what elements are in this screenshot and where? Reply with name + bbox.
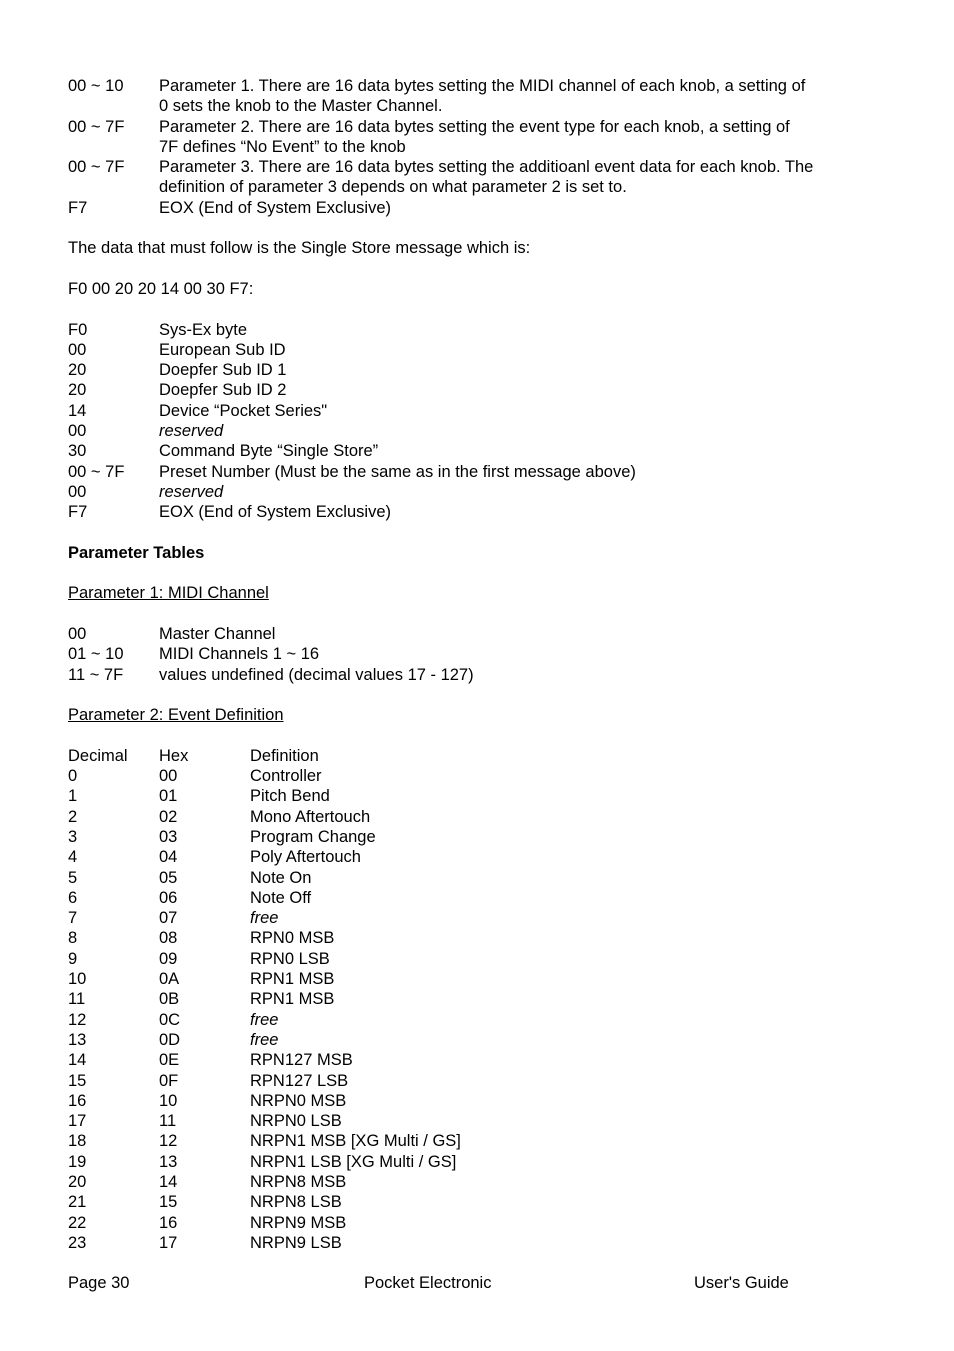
store-message-bytes: F0 00 20 20 14 00 30 F7: (68, 279, 254, 298)
definition-cell: RPN1 MSB (250, 990, 335, 1009)
value-range: 11 ~ 7F (68, 665, 124, 684)
byte-code: 20 (68, 361, 87, 380)
hex-cell: 10 (159, 1091, 178, 1110)
decimal-cell: 10 (68, 970, 87, 989)
byte-description: Device “Pocket Series" (159, 401, 328, 420)
decimal-cell: 19 (68, 1152, 87, 1171)
definition-cell: Note On (250, 868, 312, 887)
column-header-definition: Definition (250, 746, 319, 765)
list-item (68, 502, 888, 522)
byte-code: F7 (68, 503, 88, 522)
list-item (68, 117, 888, 137)
byte-description: Sys-Ex byte (159, 320, 248, 339)
hex-cell: 04 (159, 848, 178, 867)
hex-cell: 12 (159, 1132, 178, 1151)
definition-cell: Program Change (250, 827, 376, 846)
hex-cell: 0E (159, 1051, 180, 1070)
decimal-cell: 9 (68, 949, 78, 968)
hex-cell: 05 (159, 868, 178, 887)
table-row (68, 1071, 888, 1091)
list-item (68, 320, 888, 340)
column-header-decimal: Decimal (68, 746, 128, 765)
byte-description: Parameter 1. There are 16 data bytes setting the MIDI channel of each knob, a setting of (159, 77, 806, 95)
byte-description: Command Byte “Single Store” (159, 442, 379, 461)
decimal-cell: 21 (68, 1193, 87, 1212)
decimal-cell: 6 (68, 888, 78, 907)
definition-cell: RPN0 MSB (250, 929, 335, 948)
list-item (68, 421, 888, 441)
hex-cell: 0C (159, 1010, 181, 1029)
byte-code: 20 (68, 381, 87, 400)
decimal-cell: 12 (68, 1010, 87, 1029)
definition-cell: RPN127 LSB (250, 1071, 349, 1090)
hex-cell: 17 (159, 1233, 178, 1252)
value-meaning: Master Channel (159, 625, 276, 644)
definition-cell: RPN1 MSB (250, 970, 335, 989)
list-item (68, 360, 888, 380)
list-item (68, 76, 888, 96)
single-store-byte-list (68, 320, 888, 523)
definition-cell: free (250, 1010, 279, 1029)
definition-cell: NRPN1 LSB [XG Multi / GS] (250, 1152, 457, 1171)
table-row (68, 1172, 888, 1192)
table-row (68, 1131, 888, 1151)
value-range: 00 (68, 625, 87, 644)
byte-code: F0 (68, 320, 88, 339)
hex-cell: 09 (159, 949, 178, 968)
definition-cell: Poly Aftertouch (250, 848, 361, 867)
spacer (68, 177, 159, 197)
hex-cell: 0D (159, 1030, 181, 1049)
parameter-2-heading: Parameter 2: Event Definition (68, 706, 284, 725)
definition-cell: NRPN9 LSB (250, 1233, 342, 1252)
byte-code: 00 ~ 7F (68, 117, 125, 136)
byte-description: Doepfer Sub ID 1 (159, 361, 287, 380)
byte-code: 00 ~ 7F (68, 158, 125, 177)
table-row (68, 1010, 888, 1030)
value-meaning: values undefined (decimal values 17 - 127) (159, 665, 474, 684)
definition-cell: RPN127 MSB (250, 1051, 353, 1070)
hex-cell: 0F (159, 1071, 179, 1090)
decimal-cell: 22 (68, 1213, 87, 1232)
list-item (68, 198, 888, 218)
hex-cell: 15 (159, 1193, 178, 1212)
definition-cell: Pitch Bend (250, 787, 330, 806)
byte-description: reserved (159, 422, 224, 441)
footer-product-name: Pocket Electronic (364, 1274, 492, 1292)
table-row (68, 807, 888, 827)
hex-cell: 08 (159, 929, 178, 948)
midi-channel-table (68, 624, 888, 685)
byte-code: 00 ~ 7F (68, 462, 125, 481)
definition-cell: NRPN8 MSB (250, 1173, 347, 1192)
byte-code: 00 (68, 340, 87, 359)
value-meaning: MIDI Channels 1 ~ 16 (159, 645, 320, 664)
list-item-continuation (68, 177, 888, 197)
document-page (68, 76, 888, 1253)
hex-cell: 11 (159, 1112, 177, 1131)
table-row (68, 1111, 888, 1131)
hex-cell: 00 (159, 767, 178, 786)
list-item (68, 380, 888, 400)
definition-cell: NRPN8 LSB (250, 1193, 342, 1212)
byte-description: EOX (End of System Exclusive) (159, 503, 391, 522)
definition-cell: NRPN0 LSB (250, 1112, 342, 1131)
hex-cell: 07 (159, 909, 178, 928)
byte-description: EOX (End of System Exclusive) (159, 198, 391, 217)
hex-cell: 02 (159, 807, 178, 826)
byte-code: 00 ~ 10 (68, 77, 124, 95)
decimal-cell: 7 (68, 909, 78, 928)
list-item-continuation (68, 96, 888, 116)
value-range: 01 ~ 10 (68, 645, 124, 664)
table-row (68, 868, 888, 888)
footer-page-number: Page 30 (68, 1274, 130, 1292)
decimal-cell: 16 (68, 1091, 87, 1110)
decimal-cell: 20 (68, 1173, 87, 1192)
table-row (68, 1030, 888, 1050)
hex-cell: 03 (159, 827, 178, 846)
list-item (68, 462, 888, 482)
byte-description: Parameter 2. There are 16 data bytes setting the event type for each knob, a setting of (159, 117, 790, 136)
definition-cell: NRPN1 MSB [XG Multi / GS] (250, 1132, 461, 1151)
table-row (68, 766, 888, 786)
byte-description-continued: 0 sets the knob to the Master Channel. (159, 97, 443, 116)
decimal-cell: 0 (68, 767, 78, 786)
spacer (68, 96, 159, 116)
table-row (68, 1152, 888, 1172)
decimal-cell: 3 (68, 827, 78, 846)
page-footer (68, 1272, 888, 1294)
hex-cell: 0A (159, 970, 180, 989)
hex-cell: 01 (159, 787, 178, 806)
parameter-definitions-list (68, 76, 888, 218)
byte-description: reserved (159, 482, 224, 501)
table-row (68, 908, 888, 928)
spacer (68, 137, 159, 157)
table-row (68, 969, 888, 989)
table-row (68, 786, 888, 806)
table-row (68, 847, 888, 867)
table-row (68, 624, 888, 644)
decimal-cell: 11 (68, 990, 86, 1009)
hex-cell: 0B (159, 990, 180, 1009)
definition-cell: free (250, 1030, 279, 1049)
byte-description-continued: definition of parameter 3 depends on what parameter 2 is set to. (159, 178, 627, 197)
byte-code: 14 (68, 401, 87, 420)
definition-cell: free (250, 909, 279, 928)
table-row (68, 989, 888, 1009)
decimal-cell: 17 (68, 1112, 87, 1131)
footer-document-title: User's Guide (694, 1274, 789, 1292)
decimal-cell: 8 (68, 929, 78, 948)
decimal-cell: 14 (68, 1051, 87, 1070)
list-item (68, 157, 888, 177)
intro-paragraph: The data that must follow is the Single Store message which is: (68, 239, 531, 258)
list-item (68, 482, 888, 502)
definition-cell: NRPN9 MSB (250, 1213, 347, 1232)
hex-cell: 06 (159, 888, 178, 907)
table-row (68, 827, 888, 847)
parameter-tables-heading: Parameter Tables (68, 543, 205, 562)
definition-cell: Mono Aftertouch (250, 807, 371, 826)
decimal-cell: 23 (68, 1233, 87, 1252)
table-row (68, 949, 888, 969)
hex-cell: 16 (159, 1213, 178, 1232)
table-row (68, 1192, 888, 1212)
decimal-cell: 15 (68, 1071, 87, 1090)
decimal-cell: 5 (68, 868, 78, 887)
table-row (68, 888, 888, 908)
table-header-row (68, 746, 888, 766)
definition-cell: Controller (250, 767, 322, 786)
byte-code: F7 (68, 198, 88, 217)
table-row (68, 1091, 888, 1111)
decimal-cell: 4 (68, 848, 78, 867)
column-header-hex: Hex (159, 746, 189, 765)
byte-description-continued: 7F defines “No Event” to the knob (159, 137, 406, 156)
decimal-cell: 18 (68, 1132, 87, 1151)
byte-description: European Sub ID (159, 340, 286, 359)
event-definition-table (68, 746, 888, 1253)
hex-cell: 14 (159, 1173, 178, 1192)
definition-cell: NRPN0 MSB (250, 1091, 347, 1110)
byte-code: 30 (68, 442, 87, 461)
hex-cell: 13 (159, 1152, 178, 1171)
parameter-1-heading: Parameter 1: MIDI Channel (68, 584, 269, 603)
list-item (68, 401, 888, 421)
byte-description: Preset Number (Must be the same as in the first message above) (159, 462, 636, 481)
decimal-cell: 13 (68, 1030, 87, 1049)
byte-description: Parameter 3. There are 16 data bytes setting the additioanl event data for each knob. The (159, 158, 814, 177)
list-item (68, 441, 888, 461)
table-row (68, 1233, 888, 1253)
table-row (68, 928, 888, 948)
table-row (68, 644, 888, 664)
list-item (68, 340, 888, 360)
byte-code: 00 (68, 482, 87, 501)
table-row (68, 1050, 888, 1070)
list-item-continuation (68, 137, 888, 157)
table-row (68, 665, 888, 685)
decimal-cell: 2 (68, 807, 78, 826)
byte-description: Doepfer Sub ID 2 (159, 381, 287, 400)
table-row (68, 1213, 888, 1233)
byte-code: 00 (68, 422, 87, 441)
definition-cell: Note Off (250, 888, 312, 907)
definition-cell: RPN0 LSB (250, 949, 330, 968)
decimal-cell: 1 (68, 787, 78, 806)
